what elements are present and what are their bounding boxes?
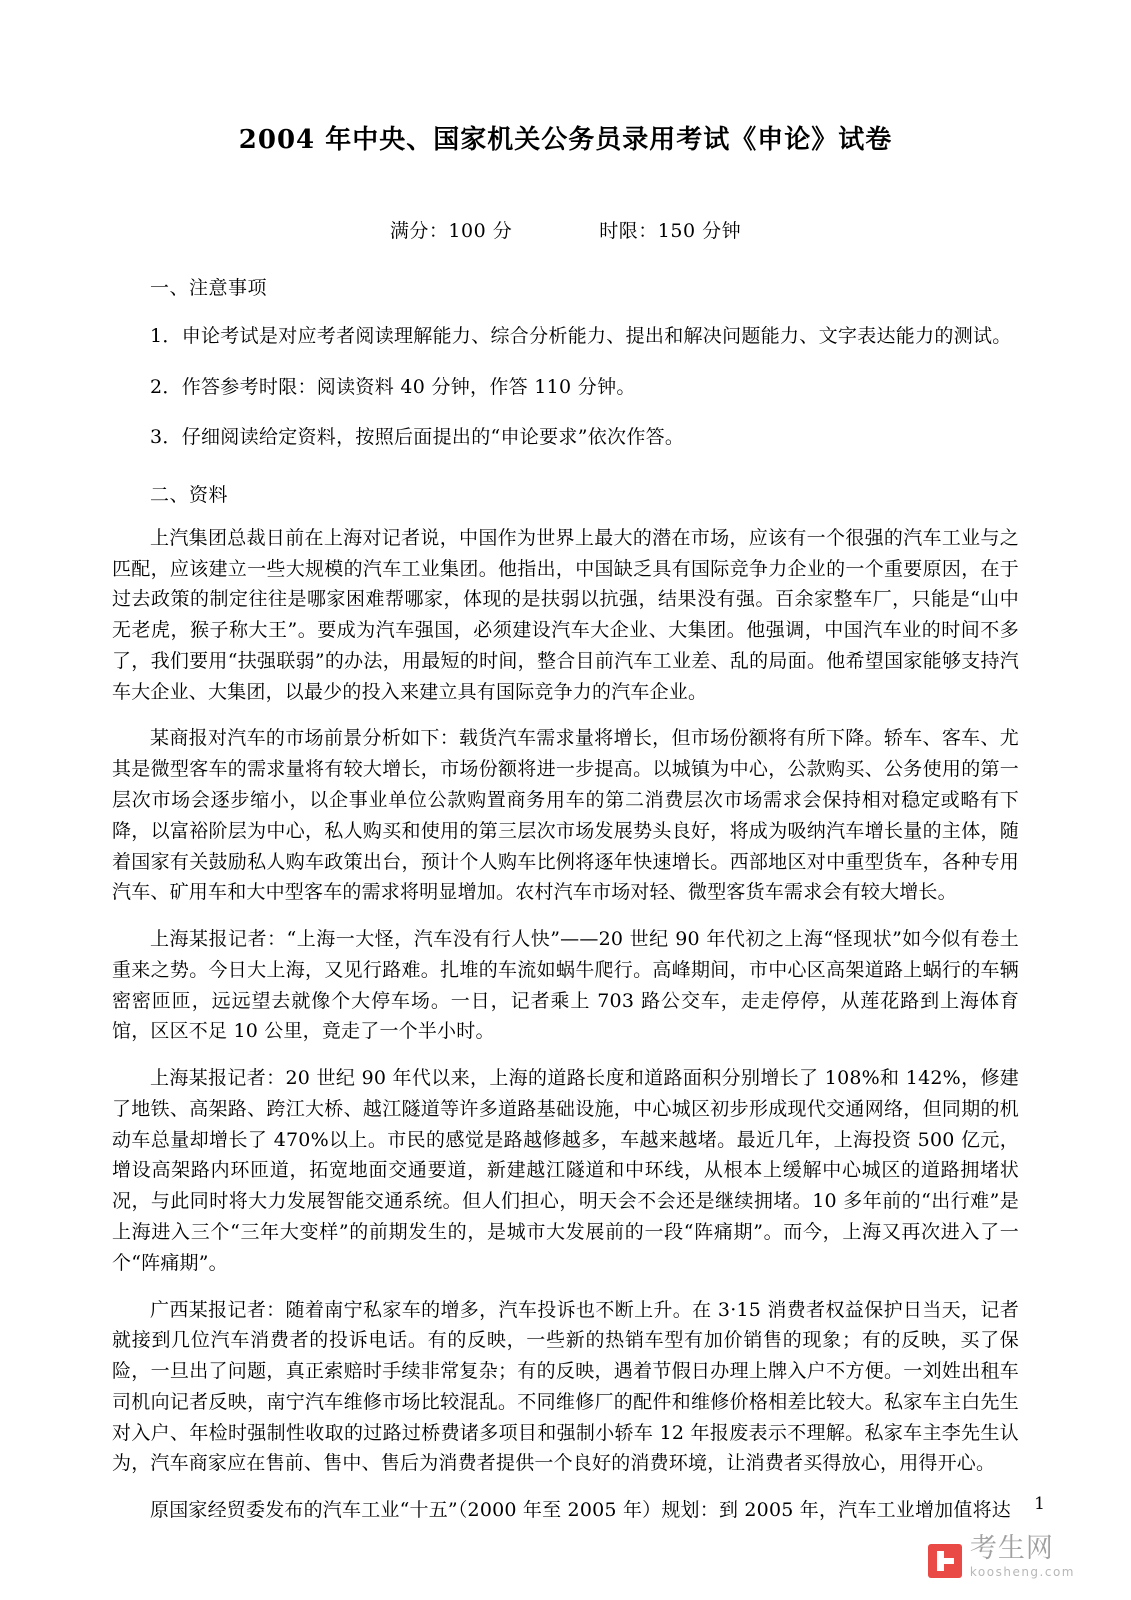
- watermark: [928, 1535, 1075, 1578]
- material-paragraph-6: 原国家经贸委发布的汽车工业“十五”（2000 年至 2005 年）规划：到 2005 年，汽车工业增加值将达: [150, 1499, 1011, 1522]
- section-heading-materials: 二、资料: [150, 483, 229, 506]
- score-label: 满分：100 分: [389, 220, 513, 243]
- exam-meta: [112, 216, 1019, 243]
- page-title: 2004 年中央、国家机关公务员录用考试《申论》试卷: [238, 125, 893, 155]
- notice-item-1: 1．申论考试是对应考者阅读理解能力、综合分析能力、提出和解决问题能力、文字表达能力的测试。: [150, 325, 1012, 348]
- section-heading-notice: 一、注意事项: [150, 277, 268, 300]
- watermark-site-url: koosheng.com: [969, 1565, 1075, 1579]
- notice-item-3: 3．仔细阅读给定资料，按照后面提出的“申论要求”依次作答。: [150, 426, 685, 449]
- watermark-logo-icon: [928, 1544, 962, 1578]
- material-paragraph-1: 上汽集团总裁日前在上海对记者说，中国作为世界上最大的潜在市场，应该有一个很强的汽车工业与之匹配，应该建立一些大规模的汽车工业集团。他指出，中国缺乏具有国际竞争力企业的一个重要原因，在于过去政策的制定往往是哪家困难帮哪家，体现的是扶弱以抗强，结果没有强。百余家整车厂，只能是“山中无老虎，猴子称大王”。要成为汽车强国，必须建设汽车大企业、大集团。他强调，中国汽车业的时间不多了，我们要用“扶强联弱”的办法，用最短的时间，整合目前汽车工业差、乱的局面。他希望国家能够支持汽车大企业、大集团，以最少的投入来建立具有国际竞争力的汽车企业。: [112, 526, 1019, 703]
- material-paragraph-3: 上海某报记者：“上海一大怪，汽车没有行人快”——20 世纪 90 年代初之上海“怪现状”如今似有卷土重来之势。今日大上海，又见行路难。扎堆的车流如蜗牛爬行。高峰期间，市中心区高架道路上蜗行的车辆密密匝匝，远远望去就像个大停车场。一日，记者乘上 703 路公交车，走走停停，从莲花路到上海体育馆，区区不足 10 公里，竟走了一个半小时。: [112, 928, 1019, 1043]
- material-paragraph-5: 广西某报记者：随着南宁私家车的增多，汽车投诉也不断上升。在 3·15 消费者权益保护日当天，记者就接到几位汽车消费者的投诉电话。有的反映，一些新的热销车型有加价销售的现象；有的反映，买了保险，一旦出了问题，真正索赔时手续非常复杂；有的反映，遇着节假日办理上牌入户不方便。一刘姓出租车司机向记者反映，南宁汽车维修市场比较混乱。不同维修厂的配件和维修价格相差比较大。私家车主白先生对入户、年检时强制性收取的过路过桥费诸多项目和强制小轿车 12 年报废表示不理解。私家车主李先生认为，汽车商家应在售前、售中、售后为消费者提供一个良好的消费环境，让消费者买得放心，用得开心。: [112, 1298, 1019, 1475]
- notice-item-2: 2．作答参考时限：阅读资料 40 分钟，作答 110 分钟。: [150, 375, 636, 398]
- watermark-texts: [970, 1535, 1075, 1578]
- material-paragraph-2: 某商报对汽车的市场前景分析如下：载货汽车需求量将增长，但市场份额将有所下降。轿车、客车、尤其是微型客车的需求量将有较大增长，市场份额将进一步提高。以城镇为中心，公款购买、公务使用的第一层次市场会逐步缩小，以企事业单位公款购置商务用车的第二消费层次市场需求会保持相对稳定或略有下降，以富裕阶层为中心，私人购买和使用的第三层次市场发展势头良好，将成为吸纳汽车增长量的主体，随着国家有关鼓励私人购车政策出台，预计个人购车比例将逐年快速增长。西部地区对中重型货车，各种专用汽车、矿用车和大中型客车的需求将明显增加。农村汽车市场对轻、微型客货车需求会有较大增长。: [112, 727, 1019, 904]
- page-number: 1: [1034, 1494, 1045, 1514]
- watermark-site-name: 考生网: [969, 1533, 1054, 1564]
- time-limit-label: 时限：150 分钟: [599, 220, 742, 243]
- material-paragraph-4: 上海某报记者：20 世纪 90 年代以来，上海的道路长度和道路面积分别增长了 108%和 142%，修建了地铁、高架路、跨江大桥、越江隧道等许多道路基础设施，中心城区初步形成现代交通网络，但同期的机动车总量却增长了 470%以上。市民的感觉是路越修越多，车越来越堵。最近几年，上海投资 500 亿元，增设高架路内环匝道，拓宽地面交通要道，新建越江隧道和中环线，从根本上缓解中心城区的道路拥堵状况，与此同时将大力发展智能交通系统。但人们担心，明天会不会还是继续拥堵。10 多年前的“出行难”是上海进入三个“三年大变样”的前期发生的，是城市大发展前的一段“阵痛期”。而今，上海又再次进入了一个“阵痛期”。: [112, 1067, 1019, 1274]
